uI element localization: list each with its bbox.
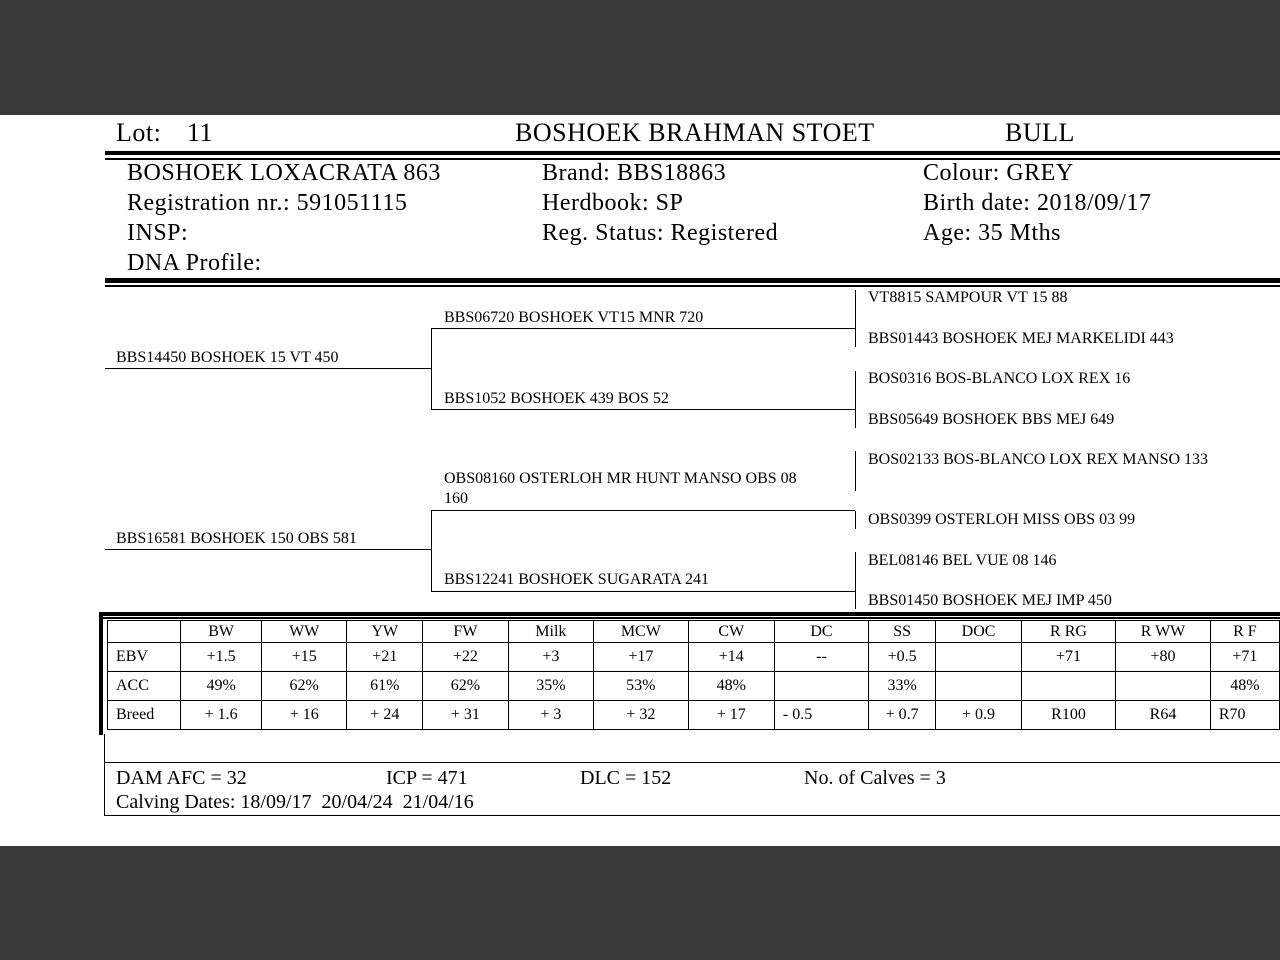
brand: Brand: BBS18863 [542, 160, 727, 186]
animal-name: BOSHOEK LOXACRATA 863 [127, 160, 441, 186]
herdbook: Herdbook: SP [542, 190, 684, 216]
birth-date: Birth date: 2018/09/17 [923, 190, 1152, 216]
registration-number: Registration nr.: 591051115 [127, 190, 408, 216]
header-cell: R RG [1021, 621, 1115, 643]
number-of-calves: No. of Calves = 3 [804, 767, 946, 789]
header-cell [108, 621, 181, 643]
animal-sex: BULL [1005, 118, 1075, 147]
gg-bracket-3 [855, 451, 856, 491]
table-cell: +80 [1116, 643, 1211, 672]
dam-sire-name-line2: 160 [444, 490, 468, 507]
table-cell: 49% [181, 672, 262, 701]
sale-title: BOSHOEK BRAHMAN STOET [515, 118, 875, 147]
header-cell: BW [181, 621, 262, 643]
dam-dam-name: BBS12241 BOSHOEK SUGARATA 241 [444, 571, 709, 588]
sire-dam-line [431, 409, 855, 410]
dam-name: BBS16581 BOSHOEK 150 OBS 581 [116, 530, 357, 547]
table-cell: +22 [423, 643, 508, 672]
table-cell [936, 672, 1022, 701]
dam-sire-line [431, 510, 855, 511]
header-cell: WW [261, 621, 346, 643]
table-cell: + 32 [594, 701, 688, 730]
ebv-top-rule [99, 612, 1280, 616]
acc-row [108, 672, 1280, 701]
sire-line [105, 368, 431, 369]
table-cell: 48% [688, 672, 774, 701]
dam-line [105, 549, 431, 550]
table-cell: + 31 [423, 701, 508, 730]
icp: ICP = 471 [386, 767, 468, 789]
gg-name-6: OBS0399 OSTERLOH MISS OBS 03 99 [868, 511, 1136, 528]
colour: Colour: GREY [923, 160, 1074, 186]
sire-bracket [431, 328, 432, 409]
dam-sire-name-line1: OBS08160 OSTERLOH MR HUNT MANSO OBS 08 [444, 470, 797, 487]
footer-bottom-rule [104, 815, 1280, 816]
footer-top-rule [104, 762, 1280, 763]
gg-bracket-3b [855, 511, 856, 529]
lot-number: 11 [187, 118, 214, 147]
table-cell: 61% [347, 672, 423, 701]
footer-left-rule [104, 734, 105, 816]
lot-label: Lot: [116, 118, 162, 147]
header-cell: Milk [508, 621, 593, 643]
ebv-top-rule-thin [103, 617, 1280, 619]
gg-name-5: BOS02133 BOS-BLANCO LOX REX MANSO 133 [868, 451, 1209, 468]
header-cell: MCW [594, 621, 688, 643]
table-cell [774, 672, 868, 701]
sire-sire-name: BBS06720 BOSHOEK VT15 MNR 720 [444, 309, 704, 326]
table-cell [1116, 672, 1211, 701]
gg-bracket-4 [855, 552, 856, 609]
table-cell: R100 [1021, 701, 1115, 730]
table-cell: +0.5 [868, 643, 935, 672]
gg-name-1: VT8815 SAMPOUR VT 15 88 [868, 289, 1068, 306]
table-cell [1021, 672, 1115, 701]
table-cell: 62% [423, 672, 508, 701]
gg-name-2: BBS01443 BOSHOEK MEJ MARKELIDI 443 [868, 330, 1174, 347]
table-cell: + 0.9 [936, 701, 1022, 730]
table-cell: +71 [1021, 643, 1115, 672]
ebv-table [107, 620, 1280, 730]
info-rule-thin [105, 285, 1280, 287]
header-cell: DOC [936, 621, 1022, 643]
row-label: ACC [108, 672, 181, 701]
dam-bracket [431, 510, 432, 591]
header-cell: FW [423, 621, 508, 643]
gg-name-4: BBS05649 BOSHOEK BBS MEJ 649 [868, 411, 1115, 428]
table-cell: +15 [261, 643, 346, 672]
gg-bracket-2 [855, 371, 856, 428]
gg-name-8: BBS01450 BOSHOEK MEJ IMP 450 [868, 592, 1112, 609]
ebv-header-row [108, 621, 1280, 643]
ebv-left-rule [99, 612, 103, 735]
table-cell: + 17 [688, 701, 774, 730]
dam-dam-line [431, 591, 855, 592]
table-cell: + 0.7 [868, 701, 935, 730]
row-label: EBV [108, 643, 181, 672]
table-cell: 33% [868, 672, 935, 701]
row-label: Breed [108, 701, 181, 730]
gg-bracket-1 [855, 290, 856, 347]
header-cell: SS [868, 621, 935, 643]
table-cell: +14 [688, 643, 774, 672]
dam-afc: DAM AFC = 32 [116, 767, 247, 789]
table-cell: 62% [261, 672, 346, 701]
table-cell: 48% [1210, 672, 1279, 701]
table-cell: + 24 [347, 701, 423, 730]
gg-name-7: BEL08146 BEL VUE 08 146 [868, 552, 1057, 569]
sire-name: BBS14450 BOSHOEK 15 VT 450 [116, 349, 339, 366]
table-cell: +21 [347, 643, 423, 672]
header-cell: R F [1210, 621, 1279, 643]
table-cell: 35% [508, 672, 593, 701]
table-cell: +1.5 [181, 643, 262, 672]
table-cell: +71 [1210, 643, 1279, 672]
gg-name-3: BOS0316 BOS-BLANCO LOX REX 16 [868, 370, 1131, 387]
table-cell: 53% [594, 672, 688, 701]
table-cell: -- [774, 643, 868, 672]
table-cell: +3 [508, 643, 593, 672]
insp-field: INSP: [127, 220, 189, 246]
header-cell: CW [688, 621, 774, 643]
table-cell: + 1.6 [181, 701, 262, 730]
dna-profile: DNA Profile: [127, 250, 262, 276]
calving-dates: Calving Dates: 18/09/17 20/04/24 21/04/16 [116, 791, 474, 813]
table-cell [936, 643, 1022, 672]
breed-row [108, 701, 1280, 730]
registration-sheet [0, 115, 1280, 846]
ebv-row [108, 643, 1280, 672]
sire-sire-line [431, 328, 855, 329]
table-cell: R70 [1210, 701, 1279, 730]
age: Age: 35 Mths [923, 220, 1061, 246]
table-cell: - 0.5 [774, 701, 868, 730]
reg-status: Reg. Status: Registered [542, 220, 779, 246]
table-cell: +17 [594, 643, 688, 672]
table-cell: + 16 [261, 701, 346, 730]
header-cell: DC [774, 621, 868, 643]
header-rule-thick [105, 151, 1280, 155]
sire-dam-name: BBS1052 BOSHOEK 439 BOS 52 [444, 390, 669, 407]
dlc: DLC = 152 [580, 767, 672, 789]
table-cell: + 3 [508, 701, 593, 730]
header-cell: R WW [1116, 621, 1211, 643]
header-cell: YW [347, 621, 423, 643]
info-rule-thick [105, 278, 1280, 283]
table-cell: R64 [1116, 701, 1211, 730]
